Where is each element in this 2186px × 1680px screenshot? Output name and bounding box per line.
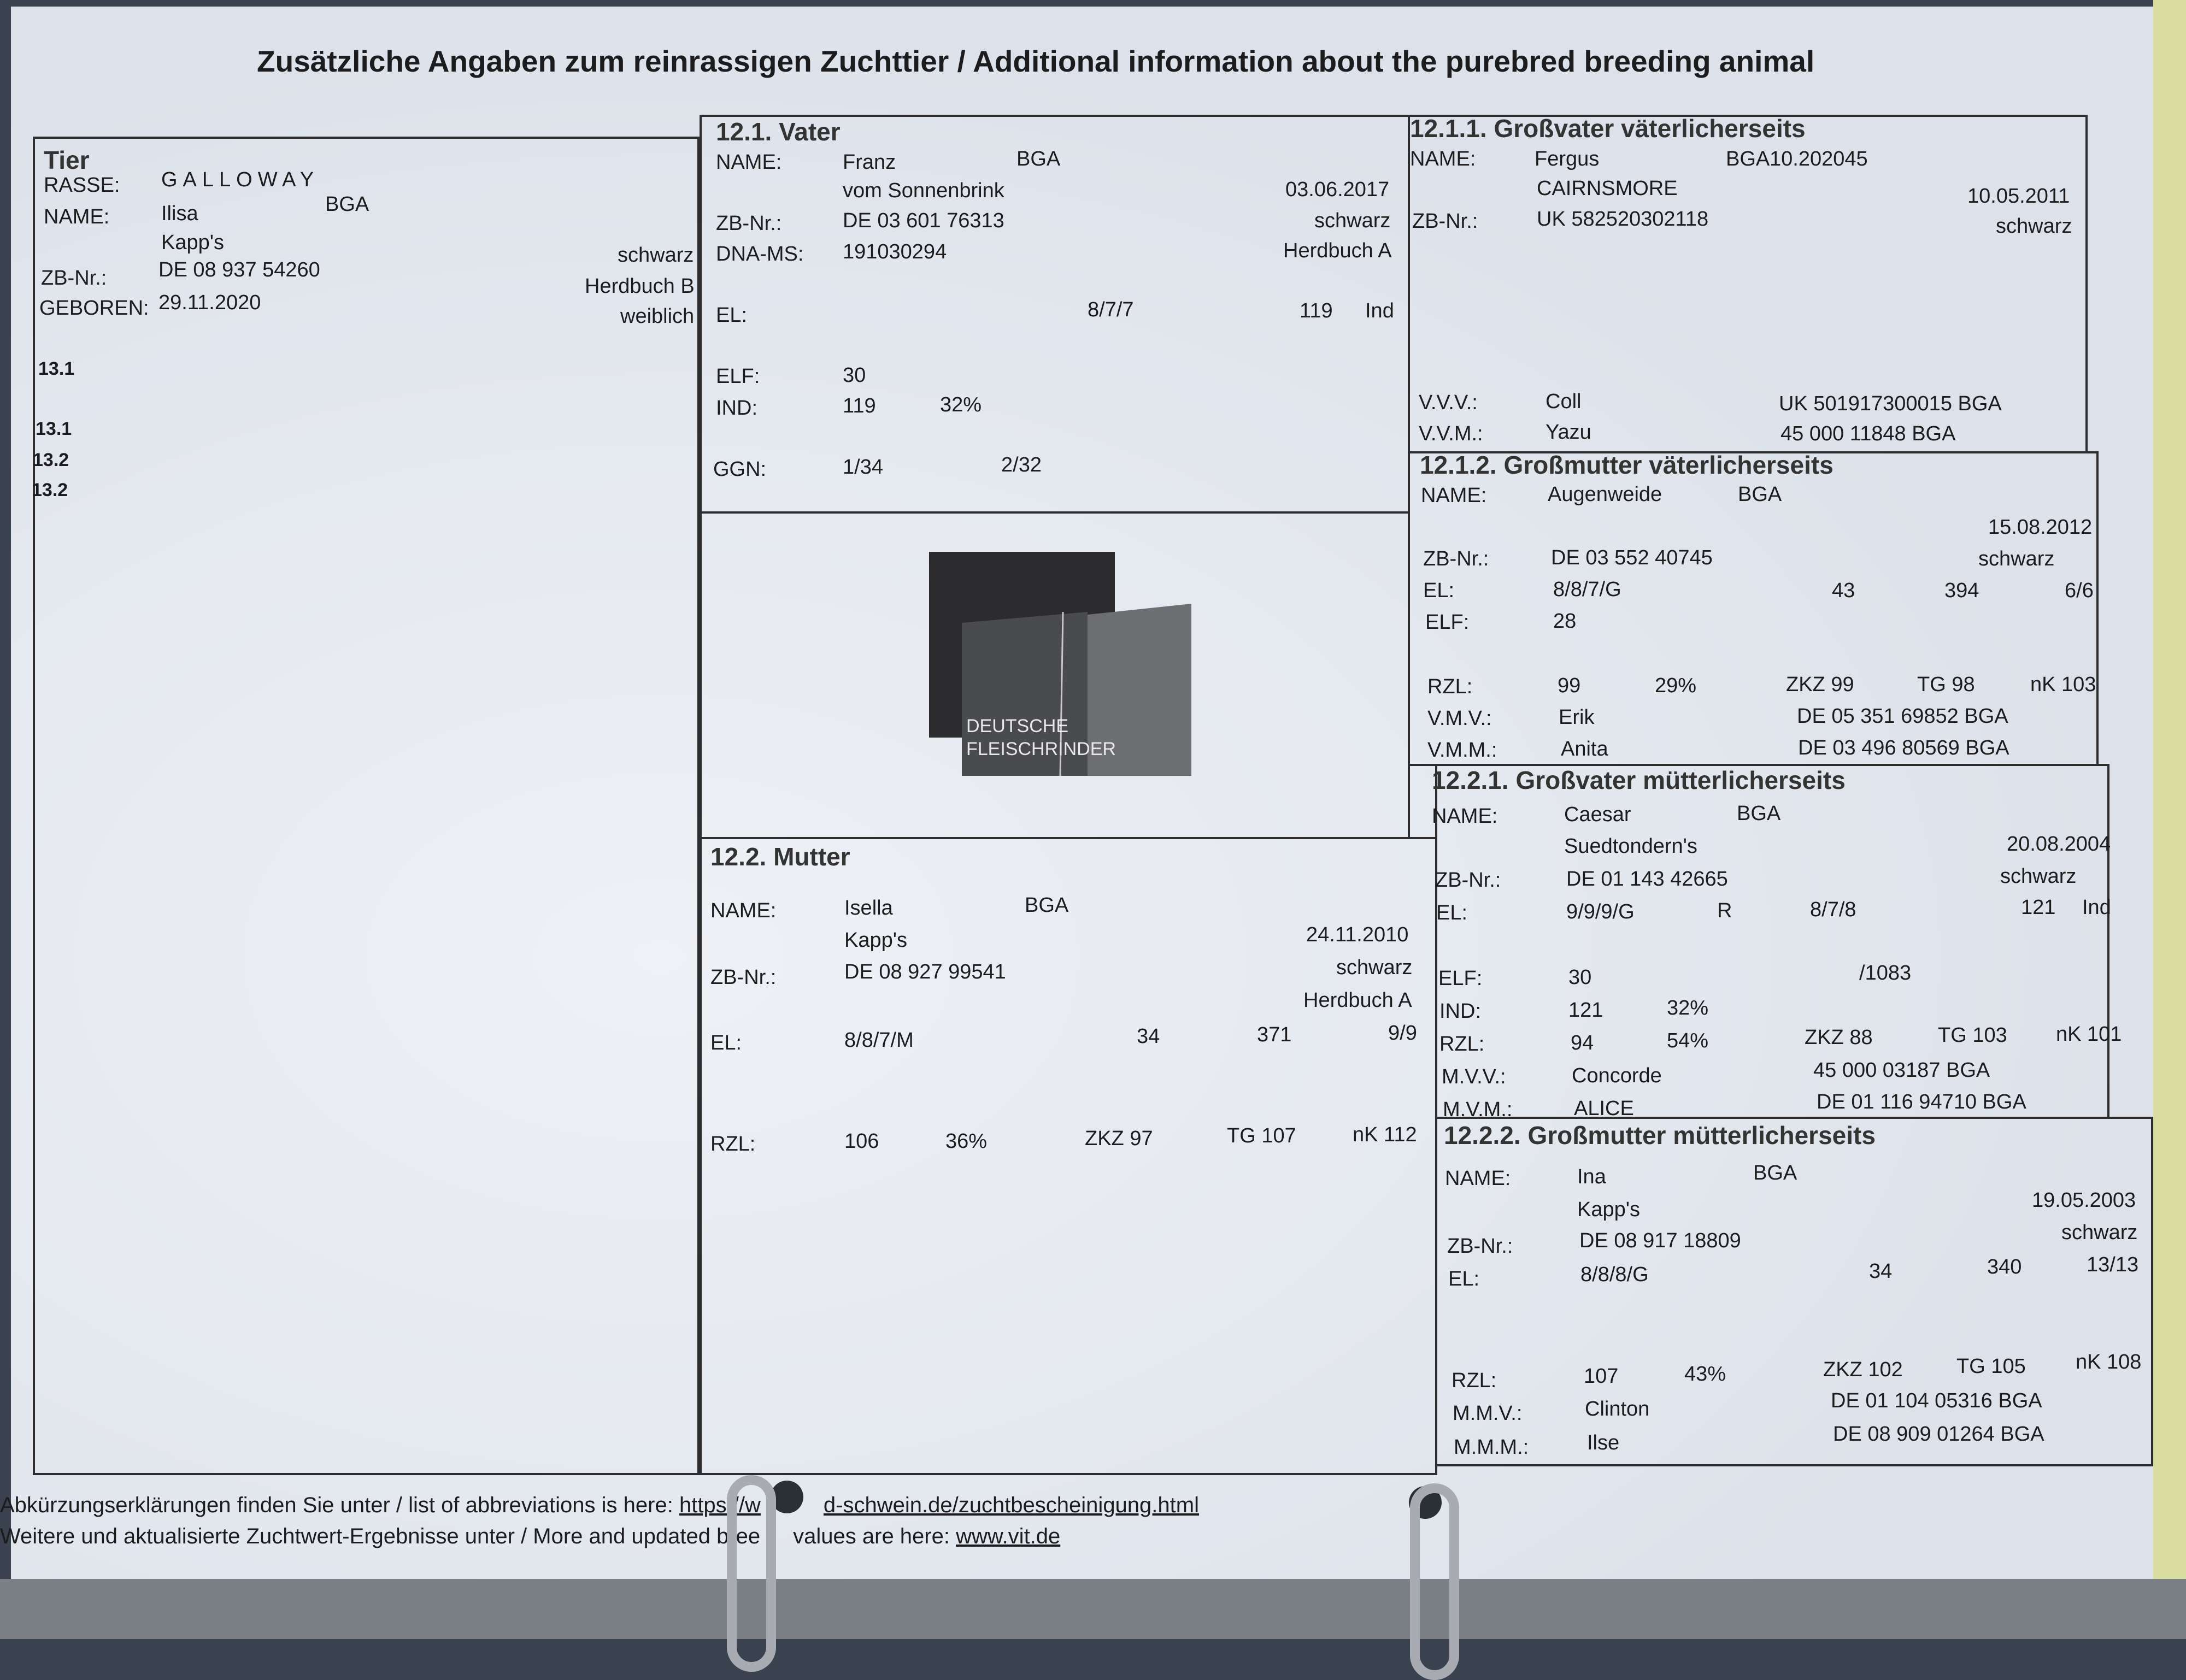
el-label: EL:: [1448, 1268, 1480, 1290]
maternal-grandfather-ind-pct: 32%: [1667, 997, 1709, 1019]
father-color: schwarz: [1314, 209, 1391, 232]
father-name-code: BGA: [1016, 148, 1061, 170]
maternal-grandmother-code: BGA: [1753, 1162, 1797, 1184]
father-name-line2: vom Sonnenbrink: [843, 179, 1004, 202]
mmm-id: DE 08 909 01264 BGA: [1833, 1423, 2044, 1446]
maternal-grandfather-ind: 121: [1568, 999, 1603, 1022]
name-label: NAME:: [716, 151, 782, 174]
maternal-grandfather-el: 9/9/9/G: [1566, 900, 1635, 923]
abbreviations-link[interactable]: https://w: [679, 1493, 761, 1517]
maternal-grandfather-zb: DE 01 143 42665: [1566, 868, 1728, 891]
zb-label: ZB-Nr.:: [1423, 547, 1489, 570]
maternal-grandfather-header: 12.2.1. Großvater mütterlicherseits: [1432, 766, 1846, 794]
el-label: EL:: [1423, 579, 1455, 602]
paternal-grandmother-el: 8/8/7/G: [1553, 578, 1621, 601]
paternal-grandmother-date: 15.08.2012: [1988, 516, 2093, 539]
zb-label: ZB-Nr.:: [710, 966, 777, 989]
vvm-id: 45 000 11848 BGA: [1780, 422, 1956, 445]
maternal-grandfather-nk: nK 101: [2056, 1023, 2122, 1046]
maternal-grandmother-tg: TG 105: [1956, 1355, 2026, 1378]
elf-label: ELF:: [1425, 611, 1470, 634]
vvv-name: Coll: [1546, 390, 1582, 413]
paternal-grandfather-code: BGA: [1726, 148, 1770, 170]
breeding-values-note: [0, 1524, 1060, 1549]
maternal-grandmother-nk: nK 108: [2076, 1351, 2142, 1374]
father-header: 12.1. Vater: [716, 117, 841, 146]
maternal-grandmother-el-a: 34: [1869, 1260, 1893, 1283]
maternal-grandfather-el-b: 8/7/8: [1810, 898, 1856, 921]
maternal-grandmother-el: 8/8/8/G: [1580, 1263, 1649, 1286]
vvv-label: V.V.V.:: [1419, 391, 1478, 414]
father-el-value: 119: [1300, 299, 1333, 322]
rzl-label: RZL:: [1439, 1033, 1485, 1056]
mother-el-b: 371: [1257, 1023, 1292, 1046]
animal-zb: DE 08 937 54260: [158, 258, 320, 281]
logo-text-line2: FLEISCHRINDER: [966, 739, 1116, 759]
ind-label: IND:: [1439, 1000, 1481, 1023]
father-name: Franz: [843, 151, 896, 174]
animal-box: [33, 137, 700, 1475]
mvm-name: ALICE: [1574, 1097, 1634, 1120]
vmm-label: V.M.M.:: [1427, 739, 1497, 762]
name-label: NAME:: [44, 205, 110, 228]
animal-header: Tier: [44, 146, 90, 174]
mvm-id: DE 01 116 94710 BGA: [1817, 1090, 2026, 1113]
paternal-grandfather-name-line2: CAIRNSMORE: [1537, 177, 1678, 200]
zb-label: ZB-Nr.:: [41, 267, 107, 290]
mother-header: 12.2. Mutter: [710, 842, 850, 871]
maternal-grandfather-el-c: 121: [2021, 896, 2056, 919]
breed-value: GALLOWAY: [161, 168, 320, 191]
maternal-grandmother-el-b: 340: [1987, 1255, 2022, 1278]
maternal-grandfather-zkz: ZKZ 88: [1805, 1026, 1873, 1049]
binder-base: [0, 1579, 2186, 1639]
rzl-label: RZL:: [710, 1133, 756, 1156]
vmv-id: DE 05 351 69852 BGA: [1797, 705, 2008, 728]
mother-date: 24.11.2010: [1306, 923, 1409, 946]
mother-nk: nK 112: [1353, 1123, 1417, 1146]
vvm-label: V.V.M.:: [1419, 422, 1483, 445]
father-elf: 30: [843, 364, 866, 387]
rzl-label: RZL:: [1452, 1369, 1497, 1392]
father-ggn-2: 2/32: [1001, 453, 1042, 476]
binder-ring: [727, 1475, 776, 1672]
mvv-label: M.V.V.:: [1442, 1065, 1506, 1088]
elf-label: ELF:: [716, 365, 760, 388]
abbreviations-note: [0, 1493, 1199, 1518]
maternal-grandfather-color: schwarz: [2000, 865, 2077, 888]
paternal-grandmother-elf: 28: [1553, 610, 1577, 633]
dna-label: DNA-MS:: [716, 243, 804, 266]
name-label: NAME:: [1445, 1167, 1511, 1190]
maternal-grandfather-code: BGA: [1737, 802, 1781, 825]
paternal-grandmother-color: schwarz: [1978, 547, 2055, 570]
paternal-grandmother-code: BGA: [1738, 483, 1782, 506]
paternal-grandfather-color: schwarz: [1996, 215, 2072, 238]
page-title: Zusätzliche Angaben zum reinrassigen Zuchttier / Additional information about the purebred breeding animal: [257, 44, 1815, 78]
folder-edge: [2153, 0, 2186, 1612]
breeding-values-text: Weitere und aktualisierte Zuchtwert-Ergebnisse unter / More and updated bree: [0, 1524, 761, 1548]
paternal-grandmother-zkz: ZKZ 99: [1786, 673, 1854, 696]
maternal-grandmother-el-c: 13/13: [2087, 1253, 2139, 1276]
mvv-name: Concorde: [1572, 1064, 1662, 1087]
animal-name-code: BGA: [325, 193, 369, 216]
maternal-grandmother-name-line2: Kapp's: [1577, 1198, 1641, 1221]
paternal-grandmother-el-c: 6/6: [2065, 579, 2094, 602]
mother-tg: TG 107: [1227, 1124, 1296, 1147]
paternal-grandmother-name: Augenweide: [1548, 483, 1662, 506]
father-ind-pct: 32%: [940, 393, 982, 416]
animal-born: 29.11.2020: [158, 291, 261, 314]
father-el: 8/7/7: [1088, 298, 1134, 321]
maternal-grandmother-date: 19.05.2003: [2032, 1189, 2136, 1212]
rzl-label: RZL:: [1427, 675, 1473, 698]
mmv-id: DE 01 104 05316 BGA: [1831, 1389, 2042, 1412]
father-el-ind: Ind: [1365, 299, 1394, 322]
vvm-name: Yazu: [1546, 421, 1591, 444]
paternal-grandmother-rzl-pct: 29%: [1655, 674, 1697, 697]
name-label: NAME:: [1421, 484, 1487, 507]
maternal-grandfather-tg: TG 103: [1938, 1024, 2007, 1047]
paternal-grandmother-header: 12.1.2. Großmutter väterlicherseits: [1420, 451, 1834, 479]
zb-label: ZB-Nr.:: [716, 212, 782, 235]
mother-color: schwarz: [1336, 956, 1413, 979]
el-label: EL:: [716, 304, 748, 327]
paternal-grandmother-rzl: 99: [1558, 674, 1581, 697]
mother-name: Isella: [844, 897, 893, 919]
mmm-label: M.M.M.:: [1454, 1436, 1529, 1459]
animal-name-line2: Kapp's: [161, 231, 225, 254]
mother-el: 8/8/7/M: [844, 1029, 914, 1052]
mvm-label: M.V.M.:: [1443, 1098, 1513, 1121]
animal-name: Ilisa: [161, 202, 198, 225]
breeding-values-middle: values are here:: [793, 1524, 950, 1548]
mother-name-code: BGA: [1025, 894, 1069, 917]
name-label: NAME:: [1410, 148, 1476, 170]
deutsche-fleischrinder-logo: [929, 546, 1191, 787]
animal-herdbook: Herdbuch B: [585, 275, 695, 298]
mother-el-a: 34: [1137, 1025, 1160, 1048]
maternal-grandfather-name-line2: Suedtondern's: [1564, 835, 1697, 858]
elf-label: ELF:: [1438, 967, 1483, 990]
abbreviations-link-tail[interactable]: d-schwein.de/zuchtbescheinigung.html: [823, 1493, 1199, 1517]
paternal-grandmother-nk: nK 103: [2030, 673, 2096, 696]
vit-link[interactable]: www.vit.de: [956, 1524, 1061, 1548]
animal-sex: weiblich: [620, 305, 695, 328]
binder-ring: [1410, 1483, 1459, 1680]
mother-name-line2: Kapp's: [844, 929, 908, 952]
father-dna: 191030294: [843, 240, 947, 263]
note-ref: 13.2: [32, 480, 68, 500]
mmv-name: Clinton: [1585, 1398, 1650, 1420]
mother-rzl: 106: [844, 1130, 879, 1153]
paternal-grandfather-zb: UK 582520302118: [1537, 208, 1709, 231]
mother-zb: DE 08 927 99541: [844, 960, 1006, 983]
note-ref: 13.1: [38, 358, 75, 379]
mother-el-c: 9/9: [1388, 1022, 1417, 1045]
father-date: 03.06.2017: [1285, 178, 1390, 201]
el-label: EL:: [1436, 901, 1468, 924]
mother-rzl-pct: 36%: [945, 1130, 988, 1153]
name-label: NAME:: [1432, 805, 1498, 828]
mvv-id: 45 000 03187 BGA: [1813, 1059, 1990, 1082]
paternal-grandfather-header: 12.1.1. Großvater väterlicherseits: [1410, 114, 1806, 143]
paternal-grandfather-name: Fergus: [1535, 148, 1600, 170]
zb-label: ZB-Nr.:: [1435, 869, 1501, 892]
maternal-grandfather-date: 20.08.2004: [2007, 833, 2111, 856]
father-zb: DE 03 601 76313: [843, 209, 1004, 232]
father-ggn-1: 1/34: [843, 456, 883, 479]
maternal-grandmother-color: schwarz: [2061, 1221, 2138, 1244]
paternal-grandfather-code2: 10.202045: [1770, 148, 1868, 170]
vmv-name: Erik: [1559, 706, 1595, 729]
el-label: EL:: [710, 1031, 742, 1054]
ggn-label: GGN:: [713, 458, 767, 481]
paternal-grandmother-el-b: 394: [1944, 579, 1979, 602]
maternal-grandfather-elf-b: /1083: [1859, 962, 1912, 985]
note-ref: 13.2: [33, 450, 69, 470]
zb-label: ZB-Nr.:: [1412, 210, 1478, 233]
name-label: NAME:: [710, 899, 777, 922]
father-ind: 119: [843, 394, 876, 417]
breed-label: RASSE:: [44, 174, 120, 197]
abbreviations-text: Abkürzungserklärungen finden Sie unter / list of abbreviations is here:: [0, 1493, 673, 1517]
vmm-name: Anita: [1561, 738, 1608, 761]
paternal-grandmother-zb: DE 03 552 40745: [1551, 546, 1713, 569]
ind-label: IND:: [716, 397, 757, 420]
maternal-grandfather-rzl: 94: [1571, 1031, 1594, 1054]
mmv-label: M.M.V.:: [1453, 1402, 1523, 1425]
maternal-grandfather-name: Caesar: [1564, 803, 1631, 826]
maternal-grandfather-rzl-pct: 54%: [1667, 1029, 1709, 1052]
maternal-grandfather-el-r: R: [1717, 899, 1732, 922]
maternal-grandfather-el-ind: Ind: [2082, 896, 2111, 919]
maternal-grandmother-rzl-pct: 43%: [1684, 1363, 1726, 1386]
paternal-grandfather-date: 10.05.2011: [1967, 185, 2070, 208]
mmm-name: Ilse: [1587, 1431, 1620, 1454]
maternal-grandmother-header: 12.2.2. Großmutter mütterlicherseits: [1444, 1121, 1876, 1150]
mother-zkz: ZKZ 97: [1085, 1127, 1153, 1150]
maternal-grandmother-zkz: ZKZ 102: [1823, 1358, 1903, 1381]
paternal-grandmother-tg: TG 98: [1917, 673, 1975, 696]
maternal-grandmother-name: Ina: [1577, 1165, 1606, 1188]
vmm-id: DE 03 496 80569 BGA: [1798, 736, 2009, 759]
father-herdbook: Herdbuch A: [1283, 239, 1392, 262]
note-ref: 13.1: [36, 418, 72, 439]
maternal-grandfather-elf: 30: [1568, 966, 1592, 989]
vmv-label: V.M.V.:: [1427, 707, 1492, 730]
logo-text-line1: DEUTSCHE: [966, 716, 1069, 736]
maternal-grandmother-zb: DE 08 917 18809: [1579, 1229, 1741, 1252]
animal-color: schwarz: [618, 244, 694, 267]
mother-herdbook: Herdbuch A: [1303, 989, 1412, 1012]
maternal-grandmother-rzl: 107: [1584, 1365, 1619, 1388]
zb-label: ZB-Nr.:: [1447, 1235, 1513, 1258]
vvv-id: UK 501917300015 BGA: [1779, 392, 2002, 415]
born-label: GEBOREN:: [39, 297, 149, 320]
paternal-grandmother-el-a: 43: [1832, 579, 1855, 602]
